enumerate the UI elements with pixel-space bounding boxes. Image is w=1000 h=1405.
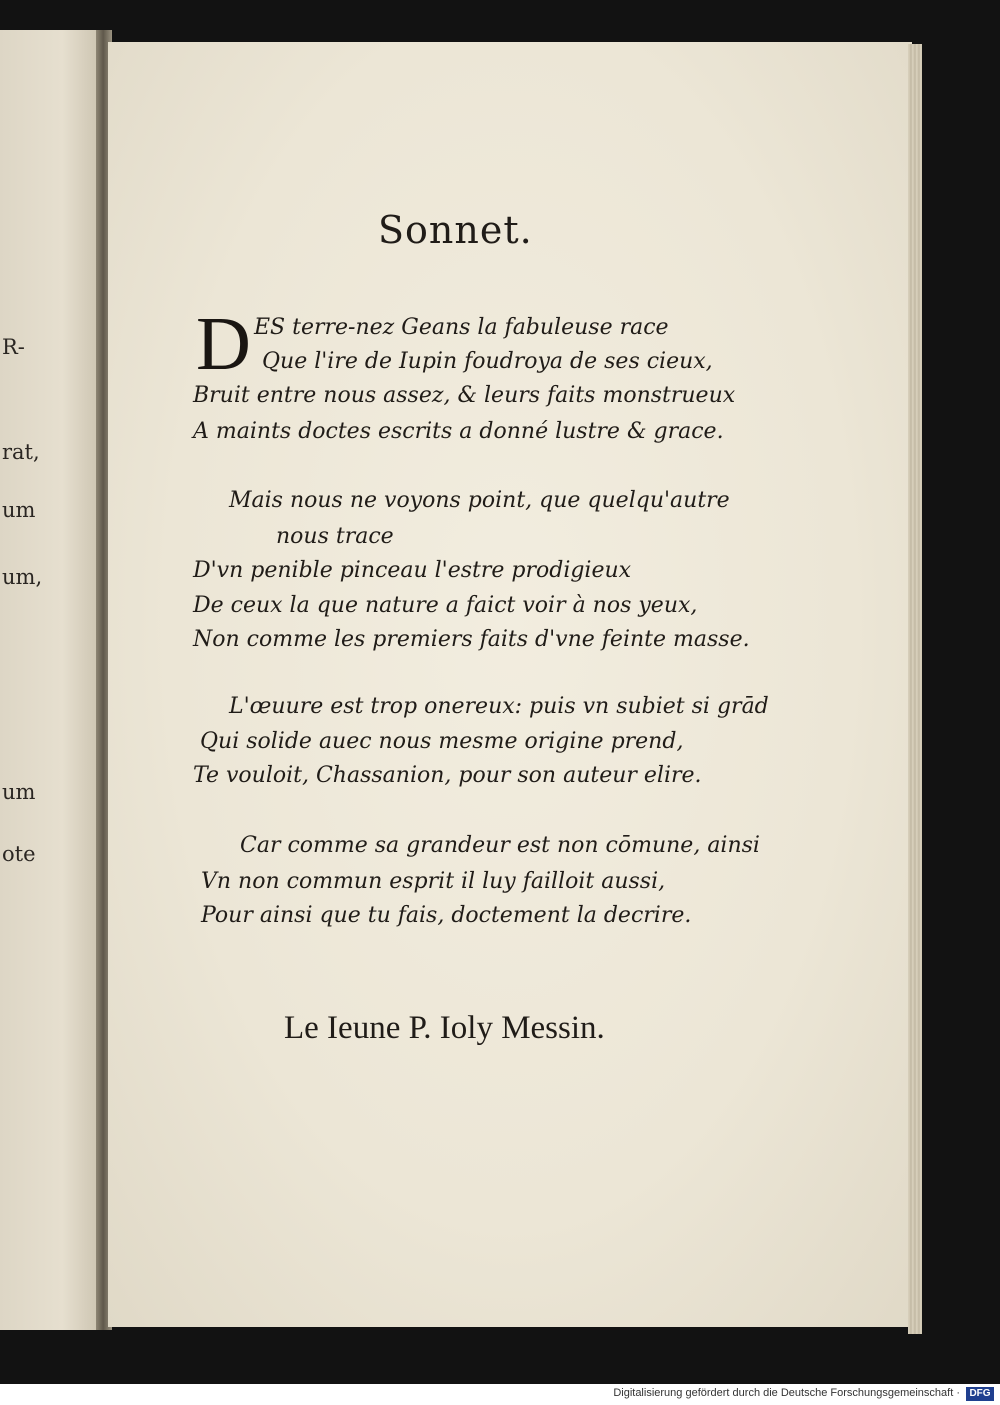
left-page-fragment: um [2, 498, 36, 522]
footer-bar [0, 1384, 1000, 1405]
poem-line: D'vn penible pinceau l'estre prodigieux [193, 558, 632, 583]
poem-line: Non comme les premiers faits d'vne feinte masse. [193, 627, 750, 652]
footer-credit-text: Digitalisierung gefördert durch die Deutsche Forschungsgemeinschaft · [613, 1387, 960, 1399]
page-fore-edge [908, 44, 922, 1334]
signature-line: Le Ieune P. Ioly Messin. [284, 1010, 605, 1046]
poem-line: L'œuure est trop onereux: puis vn subiet si grād [229, 694, 769, 719]
poem-title: Sonnet. [378, 208, 533, 252]
poem-line: A maints doctes escrits a donné lustre & grace. [193, 419, 724, 444]
poem-line: Vn non commun esprit il luy failloit aussi, [201, 869, 666, 894]
left-facing-page [0, 30, 104, 1330]
poem-line: ES terre-nez Geans la fabuleuse race [254, 315, 669, 340]
left-page-fragment: R- [2, 335, 25, 359]
poem-line: Pour ainsi que tu fais, doctement la decrire. [201, 903, 692, 928]
poem-line: Te vouloit, Chassanion, pour son auteur elire. [193, 763, 702, 788]
left-page-fragment: rat, [2, 440, 40, 464]
left-page-fragment: um, [2, 565, 43, 589]
drop-cap: D [196, 302, 251, 386]
poem-line: Bruit entre nous assez, & leurs faits monstrueux [193, 383, 736, 408]
poem-line: Qui solide auec nous mesme origine prend, [200, 729, 684, 754]
dfg-logo-icon: DFG [966, 1387, 994, 1401]
poem-line: nous trace [276, 524, 394, 549]
poem-line: De ceux la que nature a faict voir à nos yeux, [193, 593, 698, 618]
left-page-fragment: um [2, 780, 36, 804]
poem-line: Que l'ire de Iupin foudroya de ses cieux, [262, 349, 713, 374]
left-page-fragment: ote [2, 842, 36, 866]
poem-line: Mais nous ne voyons point, que quelqu'autre [229, 488, 730, 513]
poem-line: Car comme sa grandeur est non cōmune, ainsi [240, 833, 760, 858]
